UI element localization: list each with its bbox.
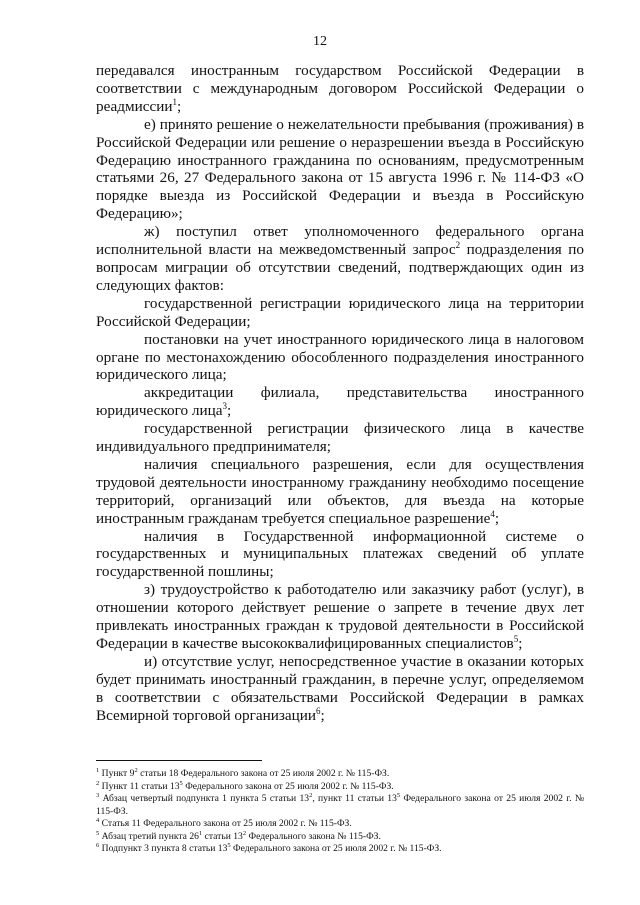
footnote [96,831,584,844]
footnote-text: Абзац четвертый подпункта 1 пункта 5 статьи 13 [99,793,310,804]
paragraph-text: и) отсутствие услуг, непосредственное участие в оказании которых будет принимать иностранный гражданин, в перечне услуг, определяемом в соответствии с обязательствами Российской Федерации в рамках Всемирной торговой организации [96,652,584,724]
footnote-text: Федерального закона от 25 июля 2002 г. № 115-ФЗ. [96,793,584,817]
paragraph-tail: ; [320,706,325,724]
footnote-superscript: 2 [242,829,247,837]
paragraph [96,384,584,420]
footnote-text: Пункт 11 статьи 13 [99,780,180,792]
footnote-superscript: 1 [198,829,203,837]
paragraph-tail: ; [176,97,182,115]
footnote-text: Федерального закона от 25 июля 2002 г. № 115-ФЗ. [182,780,394,792]
paragraph-text: ж) поступил ответ уполномоченного федерального органа исполнительной власти на межведомственный запрос [96,223,584,259]
footnote-text: Федерального закона № 115-ФЗ. [246,830,381,842]
paragraph [96,581,584,653]
footnote-text: , пункт 11 статьи 13 [312,793,397,804]
paragraph-text: государственной регистрации юридического лица на территории Российской Федерации; [96,294,584,330]
footnote-text: Статья 11 Федерального закона от 25 июля 2002 г. № 115-ФЗ. [99,818,352,829]
footnote-reference: 6 [315,705,321,716]
footnote-superscript: 2 [309,791,313,799]
paragraph-text: государственной регистрации физического лица в качестве индивидуального предпринимателя; [96,420,584,456]
paragraph-text: наличия в Государственной информационной системе о государственных и муниципальных платежах сведений об уплате государственной пошлины; [96,527,584,581]
paragraph-tail: ; [494,509,500,527]
footnote-text: Подпункт 3 пункта 8 статьи 13 [99,843,228,854]
paragraph [96,223,584,295]
footnote-divider [96,760,262,761]
paragraph [96,528,584,582]
footnotes [96,768,584,856]
paragraph [96,295,584,331]
paragraph [96,62,584,116]
footnote-mark: 6 [96,841,100,849]
paragraph-tail: подразделения по вопросам миграции об отсутствии сведений, подтверждающих один из следующих фактов: [96,241,584,294]
paragraph-text: наличия специального разрешения, если для осуществления трудовой деятельности иностранному гражданину необходимо посещение территорий, организаций или объектов, для въезда на которые иностранным гражданам требуется специальное разрешение [96,455,584,527]
paragraph-text: аккредитации филиала, представительства иностранного юридического лица [96,384,584,420]
footnote-mark: 1 [96,766,100,774]
paragraph [96,420,584,456]
footnote-reference: 2 [455,240,461,250]
footnote-reference: 1 [172,96,177,107]
footnote-reference: 3 [222,401,227,412]
paragraph [96,116,584,223]
paragraph-text: е) принято решение о нежелательности пребывания (проживания) в Российской Федерации или решение о неразрешении въезда в Российскую Федерацию иностранного гражданина по основаниям, предусмотренным статьями 26, 27 Федерального закона от 15 августа 1996 г. № 114-ФЗ «О порядке выезда из Российской Федерации и въезда в Российскую Федерацию»; [96,115,584,223]
footnote [96,793,584,818]
footnote-superscript: 5 [396,791,401,799]
footnote-mark: 2 [96,779,100,787]
footnote [96,768,584,781]
footnote-reference: 5 [513,633,519,644]
footnote-superscript: 5 [179,779,183,787]
paragraph-text: постановки на учет иностранного юридического лица в налоговом органе по местонахождению обособленного подразделения иностранного юридического лица; [96,330,584,384]
paragraph [96,653,584,725]
paragraph [96,331,584,385]
footnote-text: Абзац третий пункта 26 [99,830,199,842]
footnote-mark: 3 [96,791,100,799]
footnote-text: статьи 18 Федерального закона от 25 июля 2002 г. № 115-ФЗ. [137,768,390,779]
footnote-mark: 5 [96,829,100,837]
paragraph-tail: ; [226,402,232,420]
footnote-reference: 4 [490,508,495,519]
footnote-text: Пункт 9 [99,768,135,779]
footnote [96,843,584,856]
footnote-superscript: 2 [134,766,138,774]
footnote [96,818,584,831]
footnote-text: Федерального закона от 25 июля 2002 г. № 115-ФЗ. [230,843,442,854]
page-number: 12 [313,34,327,49]
body-text [96,62,584,725]
footnote [96,781,584,794]
paragraph-tail: ; [518,635,523,652]
footnote-text: статьи 13 [202,830,243,842]
paragraph [96,456,584,528]
footnote-mark: 4 [96,816,100,824]
paragraph-text: з) трудоустройство к работодателю или заказчику работ (услуг), в отношении которого действует решение о запрете в течение двух лет привлекать иностранных граждан к трудовой деятельности в Российской Федерации в качестве высококвалифицированных специалистов [96,581,584,652]
footnote-superscript: 5 [227,841,231,849]
paragraph-text: передавался иностранным государством Российской Федерации в соответствии с международным договором Российской Федерации о реадмиссии [96,62,584,115]
